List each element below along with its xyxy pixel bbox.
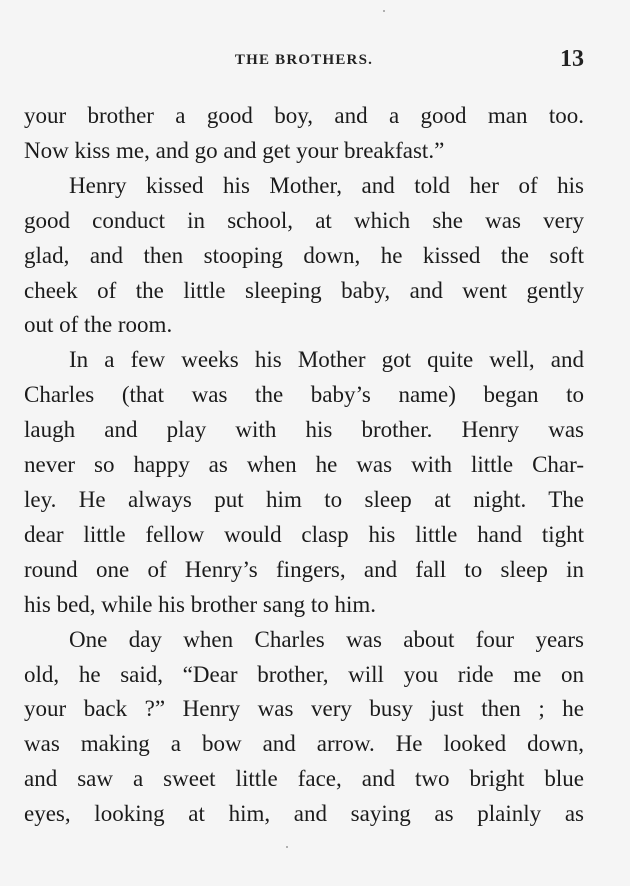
text-line: was making a bow and arrow. He looked down, xyxy=(24,731,584,757)
text-line: laugh and play with his brother. Henry was xyxy=(24,417,584,443)
text-line: old, he said, “Dear brother, will you ride me on xyxy=(24,661,584,687)
text-line: Charles (that was the baby’s name) began to xyxy=(24,382,584,408)
text-line: glad, and then stooping down, he kissed the soft xyxy=(24,242,584,268)
text-line: Now kiss me, and go and get your breakfast.” xyxy=(24,137,445,163)
text-line: and saw a sweet little face, and two bright blue xyxy=(24,766,584,792)
paragraph xyxy=(24,99,584,169)
text-line: In a few weeks his Mother got quite well, and xyxy=(69,347,584,373)
text-line: his bed, while his brother sang to him. xyxy=(24,591,376,617)
text-line: out of the room. xyxy=(24,312,173,338)
running-title: THE BROTHERS. xyxy=(234,52,374,68)
text-line: One day when Charles was about four years xyxy=(69,626,584,652)
paragraph xyxy=(24,623,584,832)
text-line: round one of Henry’s fingers, and fall to sleep in xyxy=(24,556,584,582)
text-line: never so happy as when he was with little Char- xyxy=(24,452,584,478)
text-line: ley. He always put him to sleep at night. The xyxy=(24,486,584,512)
text-line: Henry kissed his Mother, and told her of his xyxy=(69,172,584,198)
text-line: your back ?” Henry was very busy just then ; he xyxy=(24,696,584,722)
text-line: eyes, looking at him, and saying as plainly as xyxy=(24,801,584,827)
paper-speck xyxy=(383,10,385,12)
text-line: your brother a good boy, and a good man too. xyxy=(24,103,584,128)
paragraph xyxy=(24,169,584,344)
page-header xyxy=(24,46,584,76)
text-line: cheek of the little sleeping baby, and went gently xyxy=(24,277,584,303)
paper-speck xyxy=(286,846,288,848)
page-number: 13 xyxy=(560,46,584,72)
paragraph xyxy=(24,343,584,622)
text-line: dear little fellow would clasp his little hand tight xyxy=(24,521,584,547)
body-text xyxy=(24,99,584,832)
text-line: good conduct in school, at which she was very xyxy=(24,207,584,233)
